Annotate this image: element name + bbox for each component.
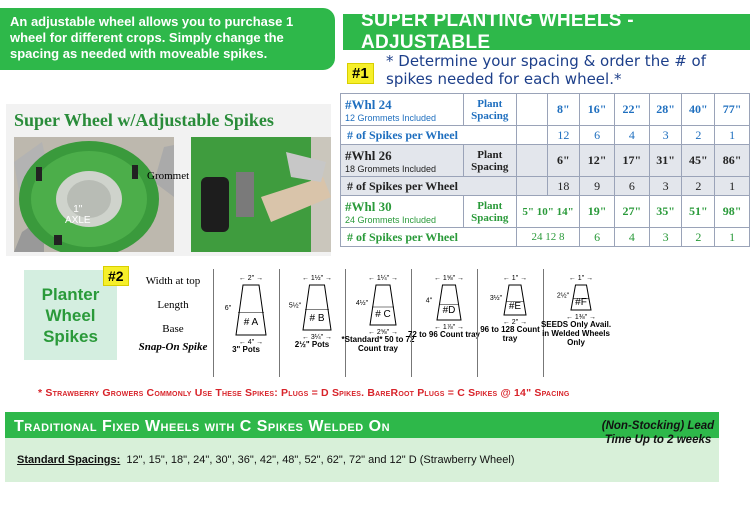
spike-length: 4½": [355, 300, 369, 307]
spike-diagram: [412, 269, 478, 377]
table-cell: 6: [614, 177, 649, 196]
intro-banner: [0, 8, 335, 70]
spike-column: [345, 269, 411, 377]
table-cell: 22": [614, 94, 649, 126]
spike-caption: 3" Pots: [232, 345, 260, 354]
spike-top-width: ← 1⅝" →: [433, 275, 465, 282]
plant-spacing-label: Plant Spacing: [463, 94, 516, 126]
spike-top-width: ← 2" →: [238, 275, 264, 282]
spike-letter: #D: [442, 305, 456, 316]
wheel-24-cell: #Whl 24 12 Grommets Included: [341, 94, 464, 126]
table-cell: 24 12 8: [516, 228, 579, 247]
legend-length: Length: [157, 299, 189, 311]
spike-column: [279, 269, 345, 377]
spike-length: 4": [425, 297, 433, 305]
table-row: [341, 177, 750, 196]
table-cell: 4: [614, 126, 649, 145]
strawberry-note: * Strawberry Growers Commonly Use These Spikes: Plugs = D Spikes. BareRoot Plugs = C Spikes @ 14" Spacing: [38, 387, 570, 399]
spike-length: 5½": [288, 302, 302, 310]
table-row: [341, 94, 750, 126]
spike-letter: #F: [575, 297, 587, 308]
table-cell: [516, 94, 547, 126]
table-cell: 19": [580, 196, 615, 228]
grommet-photo: [191, 137, 331, 252]
spike-top-width: ← 1¼" →: [367, 275, 399, 282]
plant-spacing-label: Plant Spacing: [463, 145, 516, 177]
table-row: [341, 228, 750, 247]
spikes-label: # of Spikes per Wheel: [341, 228, 517, 247]
spike-letter: # C: [375, 309, 391, 320]
table-cell: 40": [682, 94, 715, 126]
table-cell: 3: [649, 126, 682, 145]
table-cell: 1: [715, 126, 750, 145]
spike-letter: # A: [243, 317, 259, 328]
spike-diagram: [214, 269, 280, 377]
table-cell: 6": [547, 145, 580, 177]
table-cell: 98": [715, 196, 750, 228]
table-row: [341, 196, 750, 228]
table-cell: 1: [715, 228, 750, 247]
intro-text: An adjustable wheel allows you to purchase 1 wheel for different crops. Simply change the spacing as needed with moveable spikes.: [10, 14, 294, 61]
spike-base-width: ← 1⅜" →: [565, 314, 597, 321]
spike-top-width: ← 1" →: [568, 275, 594, 282]
table-cell: 3: [649, 228, 682, 247]
table-cell: 2: [682, 228, 715, 247]
table-cell: 77": [715, 94, 750, 126]
table-cell: 27": [614, 196, 649, 228]
table-cell: 45": [682, 145, 715, 177]
spike-diagram: [478, 269, 544, 377]
wheel-photo: [14, 137, 174, 252]
spike-caption: 72 to 96 Count tray: [407, 330, 480, 339]
spacing-table: [340, 93, 750, 247]
table-cell: 8": [547, 94, 580, 126]
axle-label: 1" AXLE: [65, 204, 91, 226]
standard-label: Standard Spacings:: [17, 454, 121, 466]
spike-diagram: [280, 269, 346, 377]
non-stocking-note: (Non-Stocking) Lead Time Up to 2 weeks: [601, 420, 715, 446]
table-cell: 3: [649, 177, 682, 196]
spike-length: 2½": [556, 292, 570, 300]
spike-length: 6": [224, 305, 232, 312]
wheel-26-cell: #Whl 26 18 Grommets Included: [341, 145, 464, 177]
fixed-wheels-title: Traditional Fixed Wheels with C Spikes Welded On: [14, 418, 391, 435]
order-note: * Determine your spacing & order the # of spikes needed for each wheel.*: [386, 52, 706, 88]
spike-diagram: [346, 269, 412, 377]
super-wheel-title: Super Wheel w/Adjustable Spikes: [14, 110, 274, 130]
planter-wheel-spikes-label: Planter Wheel Spikes: [24, 270, 117, 360]
wheel-illustration: [14, 137, 174, 252]
spike-base-width: ← 1⅞" →: [433, 324, 465, 331]
spike-top-width: ← 1" →: [502, 275, 528, 282]
wheel-30-cell: #Whl 30 24 Grommets Included: [341, 196, 464, 228]
spike-caption: 2½" Pots: [294, 340, 330, 349]
spike-base-width: ← 2" →: [502, 319, 528, 326]
table-cell: 12: [547, 126, 580, 145]
table-cell: 31": [649, 145, 682, 177]
table-cell: 12": [580, 145, 615, 177]
table-cell: [516, 177, 547, 196]
table-cell: 2: [682, 177, 715, 196]
table-row: [341, 145, 750, 177]
grommet-illustration: [191, 137, 331, 252]
table-cell: 9: [580, 177, 615, 196]
page-title: [343, 10, 750, 53]
spike-column: [411, 269, 477, 377]
spike-caption: *Standard* 50 to 72 Count tray: [341, 335, 415, 353]
table-cell: 6: [580, 228, 615, 247]
standard-spacings: [17, 454, 515, 466]
spike-caption: SEEDS Only Avail. in Welded Wheels Only: [540, 320, 612, 347]
spike-letter: #E: [508, 301, 522, 312]
spike-base-width: ← 3¼" →: [301, 334, 333, 341]
spikes-label: # of Spikes per Wheel: [341, 177, 517, 196]
table-cell: 17": [614, 145, 649, 177]
spikes-label: # of Spikes per Wheel: [341, 126, 517, 145]
table-cell: 28": [649, 94, 682, 126]
spike-base-width: ← 2⅝" →: [367, 329, 399, 336]
table-cell: 18: [547, 177, 580, 196]
table-cell: 6: [580, 126, 615, 145]
table-cell: 35": [649, 196, 682, 228]
spike-caption: 96 to 128 Count tray: [480, 325, 540, 343]
legend-base: Base: [162, 323, 184, 335]
table-cell: 51": [682, 196, 715, 228]
standard-values: 12", 15", 18", 24", 30", 36", 42", 48", 52", 62", 72" and 12" D (Strawberry Wheel): [126, 454, 515, 466]
table-cell: 4: [614, 228, 649, 247]
page-title-text: SUPER PLANTING WHEELS - ADJUSTABLE: [361, 10, 634, 53]
grommet-label: Grommet: [147, 170, 190, 182]
table-cell: [516, 145, 547, 177]
spike-top-width: ← 1½" →: [301, 275, 333, 282]
spike-length: 3½": [489, 295, 503, 302]
table-cell: 86": [715, 145, 750, 177]
spike-column: [213, 269, 279, 377]
table-cell: 1: [715, 177, 750, 196]
step2-badge: #2: [103, 266, 129, 286]
spike-legend: [137, 269, 209, 353]
table-row: [341, 126, 750, 145]
table-cell: [516, 126, 547, 145]
spike-column: [477, 269, 543, 377]
spike-letter: # B: [309, 313, 325, 324]
legend-width: Width at top: [145, 275, 201, 287]
spike-base-width: ← 4" →: [238, 339, 264, 346]
table-cell: 5" 10" 14": [516, 196, 579, 228]
table-cell: 16": [580, 94, 615, 126]
spike-diagrams: [137, 265, 612, 380]
legend-snap-on: Snap-On Spike: [138, 341, 208, 353]
plant-spacing-label: Plant Spacing: [463, 196, 516, 228]
step1-badge: #1: [347, 63, 374, 84]
table-cell: 2: [682, 126, 715, 145]
